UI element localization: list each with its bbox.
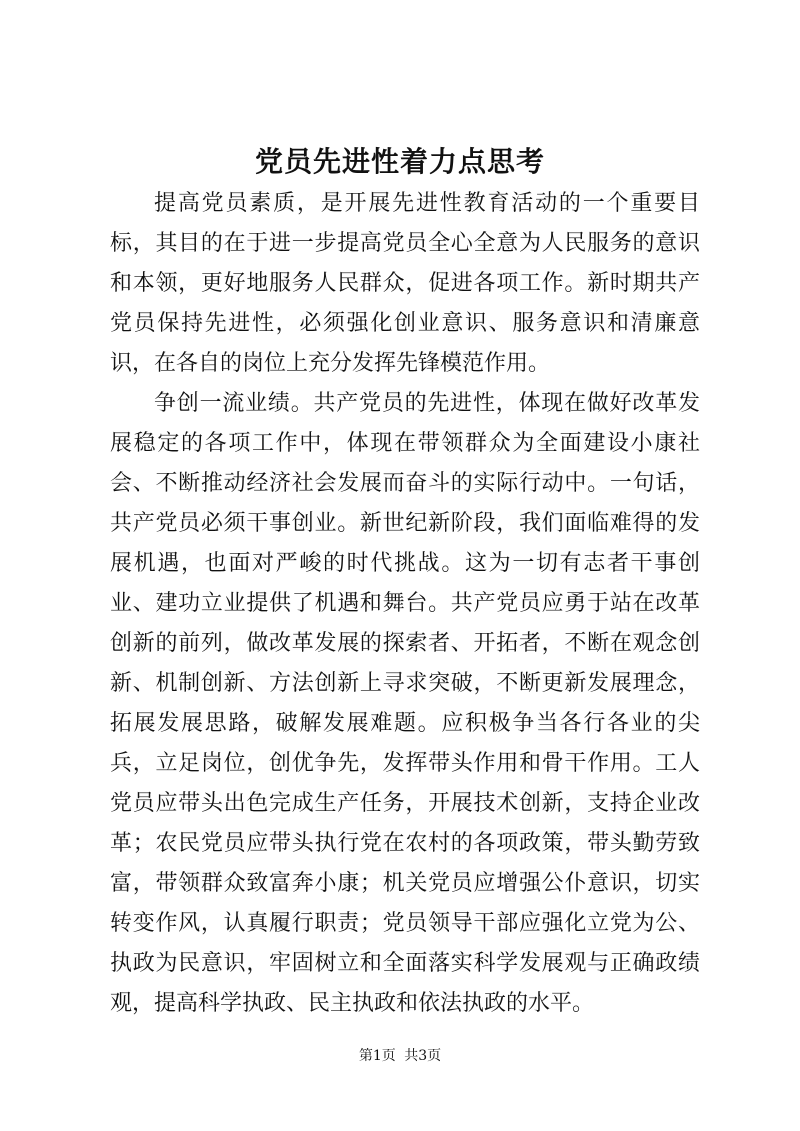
document-title: 党员先进性着力点思考 xyxy=(254,145,545,178)
page-total: 共3页 xyxy=(404,1048,442,1064)
page-footer xyxy=(0,1046,800,1066)
paragraph: 争创一流业绩。共产党员的先进性，体现在做好改革发展稳定的各项工作中，体现在带领群众为全面建设小康社会、不断推动经济社会发展而奋斗的实际行动中。一句话，共产党员必须干事创业。新世纪新阶段，我们面临难得的发展机遇，也面对严峻的时代挑战。这为一切有志者干事创业、建功立业提供了机遇和舞台。共产党员应勇于站在改革创新的前列，做改革发展的探索者、开拓者，不断在观念创新、机制创新、方法创新上寻求突破，不断更新发展理念，拓展发展思路，破解发展难题。应积极争当各行各业的尖兵，立足岗位，创优争先，发挥带头作用和骨干作用。工人党员应带头出色完成生产任务，开展技术创新，支持企业改革；农民党员应带头执行党在农村的各项政策，带头勤劳致富，带领群众致富奔小康；机关党员应增强公仆意识，切实转变作风，认真履行职责；党员领导干部应强化立党为公、执政为民意识，牢固树立和全面落实科学发展观与正确政绩观，提高科学执政、民主执政和依法执政的水平。 xyxy=(110,391,700,1016)
page-number: 第1页 xyxy=(358,1048,396,1064)
paragraph: 提高党员素质，是开展先进性教育活动的一个重要目标，其目的在于进一步提高党员全心全意为人民服务的意识和本领，更好地服务人民群众，促进各项工作。新时期共产党员保持先进性，必须强化创业意识、服务意识和清廉意识，在各自的岗位上充分发挥先锋模范作用。 xyxy=(110,191,700,376)
document-body xyxy=(110,184,700,1024)
